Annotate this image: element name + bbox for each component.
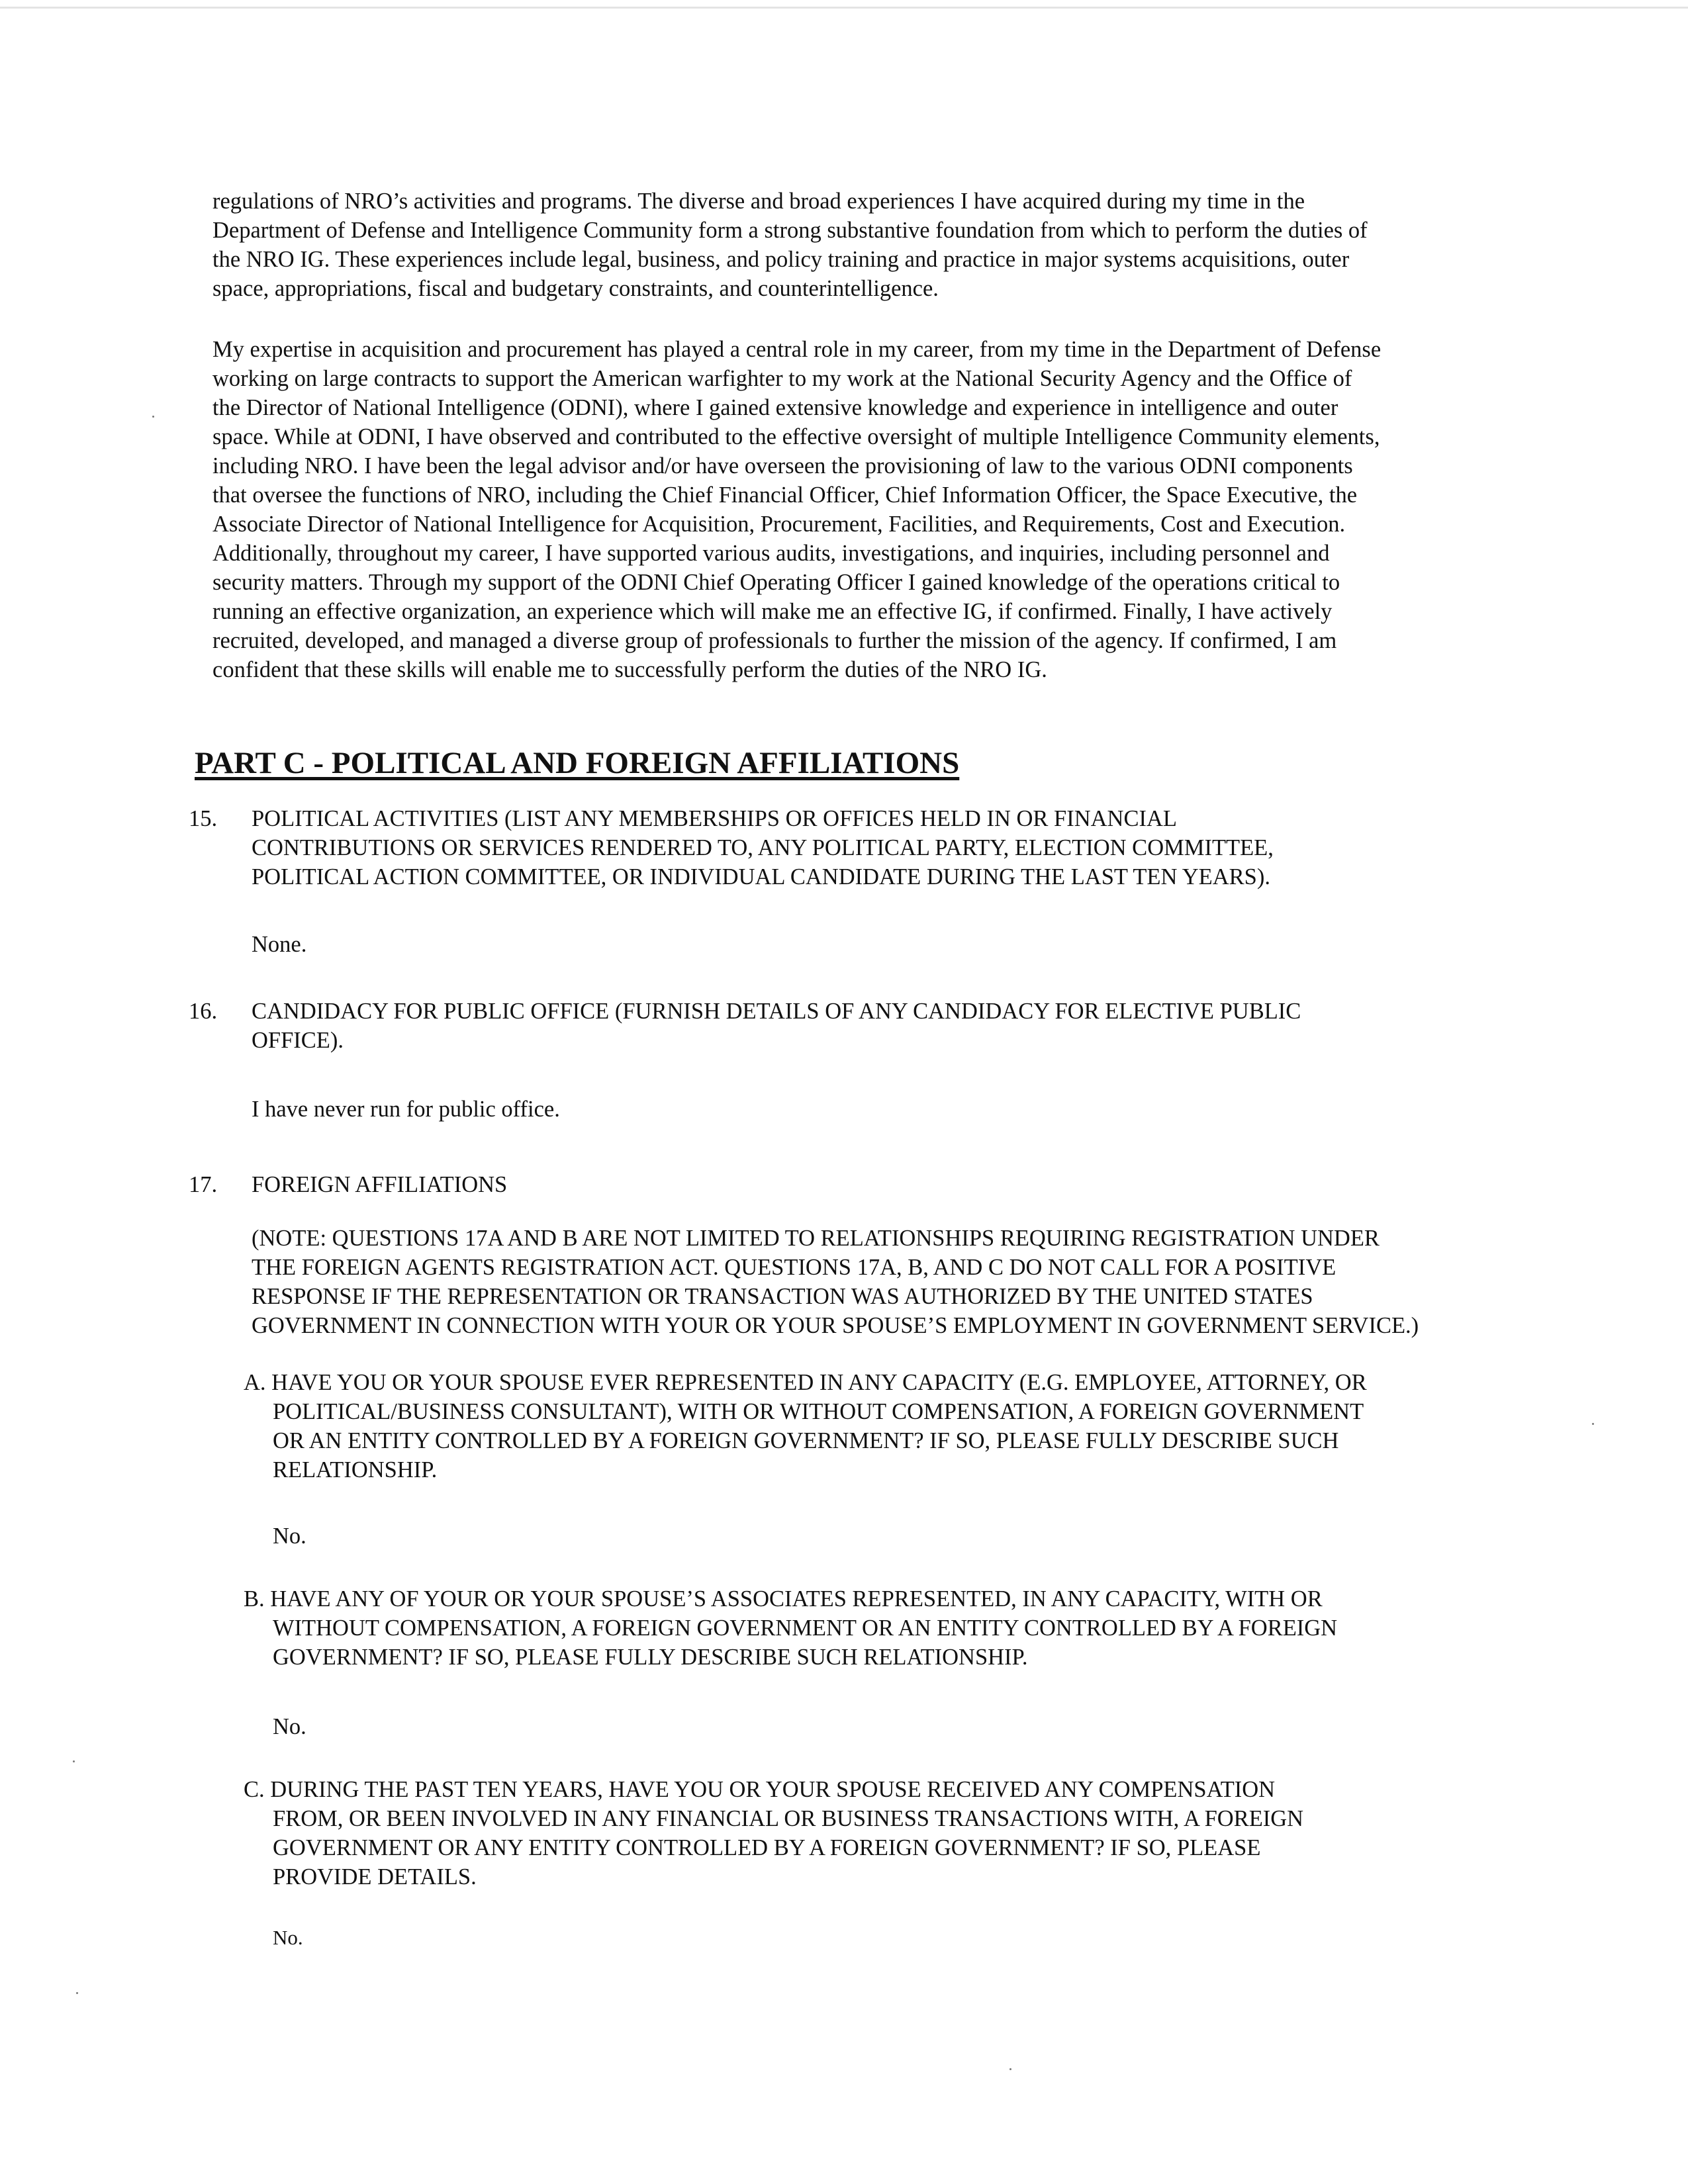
question-17-title: FOREIGN AFFILIATIONS: [252, 1172, 508, 1197]
text-line: POLITICAL ACTIVITIES (LIST ANY MEMBERSHIPS OR OFFICES HELD IN OR FINANCIAL: [252, 806, 1177, 831]
text-line: the Director of National Intelligence (ODNI), where I gained extensive knowledge and experience in intelligence and outer: [212, 395, 1338, 420]
paragraph-acquisition-expertise: [212, 335, 1381, 684]
answer-16: I have never run for public office.: [252, 1097, 560, 1122]
text-line: A. HAVE YOU OR YOUR SPOUSE EVER REPRESENTED IN ANY CAPACITY (E.G. EMPLOYEE, ATTORNEY, OR: [244, 1370, 1367, 1395]
section-heading: PART C - POLITICAL AND FOREIGN AFFILIATIONS: [195, 746, 960, 780]
question-number: 17.: [189, 1172, 218, 1197]
text-line: (NOTE: QUESTIONS 17A AND B ARE NOT LIMITED TO RELATIONSHIPS REQUIRING REGISTRATION UNDER: [252, 1226, 1380, 1251]
text-line: POLITICAL/BUSINESS CONSULTANT), WITH OR WITHOUT COMPENSATION, A FOREIGN GOVERNMENT: [273, 1399, 1364, 1424]
text-line: PROVIDE DETAILS.: [273, 1864, 477, 1889]
text-line: GOVERNMENT IN CONNECTION WITH YOUR OR YOUR SPOUSE’S EMPLOYMENT IN GOVERNMENT SERVICE.): [252, 1313, 1419, 1338]
text-line: OFFICE).: [252, 1028, 344, 1053]
text-line: CANDIDACY FOR PUBLIC OFFICE (FURNISH DETAILS OF ANY CANDIDACY FOR ELECTIVE PUBLIC: [252, 999, 1301, 1024]
text-line: including NRO. I have been the legal advisor and/or have overseen the provisioning of law to the various ODNI components: [212, 453, 1353, 478]
text-line: regulations of NRO’s activities and programs. The diverse and broad experiences I have acquired during my time in the: [212, 189, 1305, 214]
text-line: working on large contracts to support the American warfighter to my work at the National Security Agency and the Office of: [212, 366, 1352, 391]
question-17c: [244, 1775, 1303, 1891]
text-line: POLITICAL ACTION COMMITTEE, OR INDIVIDUAL CANDIDATE DURING THE LAST TEN YEARS).: [252, 864, 1270, 889]
text-line: Department of Defense and Intelligence Community form a strong substantive foundation from which to perform the duties of: [212, 218, 1368, 243]
scan-speck: [1009, 2068, 1011, 2070]
text-line: THE FOREIGN AGENTS REGISTRATION ACT. QUESTIONS 17A, B, AND C DO NOT CALL FOR A POSITIVE: [252, 1255, 1336, 1280]
scan-speck: [76, 1992, 78, 1994]
question-17-note: [252, 1224, 1419, 1340]
text-line: running an effective organization, an experience which will make me an effective IG, if confirmed. Finally, I have actively: [212, 599, 1333, 624]
text-line: that oversee the functions of NRO, including the Chief Financial Officer, Chief Information Officer, the Space Executive, the: [212, 482, 1358, 508]
question-number: 15.: [189, 806, 218, 831]
question-17a: [244, 1368, 1367, 1484]
scan-speck: [73, 1760, 75, 1762]
answer-17b: No.: [273, 1714, 306, 1739]
scan-edge-line: [0, 7, 1688, 9]
text-line: the NRO IG. These experiences include legal, business, and policy training and practice in major systems acquisitions, outer: [212, 247, 1350, 272]
text-line: RELATIONSHIP.: [273, 1457, 438, 1482]
scan-speck: [152, 416, 154, 418]
text-line: space. While at ODNI, I have observed and contributed to the effective oversight of multiple Intelligence Community elements,: [212, 424, 1380, 449]
text-line: B. HAVE ANY OF YOUR OR YOUR SPOUSE’S ASSOCIATES REPRESENTED, IN ANY CAPACITY, WITH OR: [244, 1586, 1323, 1612]
text-line: confident that these skills will enable me to successfully perform the duties of the NRO IG.: [212, 657, 1047, 682]
text-line: WITHOUT COMPENSATION, A FOREIGN GOVERNMENT OR AN ENTITY CONTROLLED BY A FOREIGN: [273, 1615, 1338, 1641]
answer-17a: No.: [273, 1524, 306, 1549]
text-line: FROM, OR BEEN INVOLVED IN ANY FINANCIAL OR BUSINESS TRANSACTIONS WITH, A FOREIGN: [273, 1806, 1304, 1831]
text-line: RESPONSE IF THE REPRESENTATION OR TRANSACTION WAS AUTHORIZED BY THE UNITED STATES: [252, 1284, 1313, 1309]
text-line: CONTRIBUTIONS OR SERVICES RENDERED TO, ANY POLITICAL PARTY, ELECTION COMMITTEE,: [252, 835, 1274, 860]
answer-15: None.: [252, 932, 307, 957]
text-line: space, appropriations, fiscal and budgetary constraints, and counterintelligence.: [212, 276, 939, 301]
question-16: [252, 997, 1301, 1055]
paragraph-experience-summary: [212, 187, 1368, 303]
text-line: recruited, developed, and managed a diverse group of professionals to further the mission of the agency. If confirmed, I am: [212, 628, 1337, 653]
question-15: [252, 804, 1274, 891]
question-17b: [244, 1584, 1337, 1672]
text-line: Associate Director of National Intelligence for Acquisition, Procurement, Facilities, and Requirements, Cost and Execution.: [212, 512, 1346, 537]
text-line: GOVERNMENT OR ANY ENTITY CONTROLLED BY A FOREIGN GOVERNMENT? IF SO, PLEASE: [273, 1835, 1261, 1860]
scan-speck: [1592, 1423, 1594, 1425]
text-line: OR AN ENTITY CONTROLLED BY A FOREIGN GOVERNMENT? IF SO, PLEASE FULLY DESCRIBE SUCH: [273, 1428, 1339, 1453]
text-line: security matters. Through my support of the ODNI Chief Operating Officer I gained knowledge of the operations critical to: [212, 570, 1340, 595]
text-line: My expertise in acquisition and procurement has played a central role in my career, from my time in the Department of Defense: [212, 337, 1382, 362]
text-line: C. DURING THE PAST TEN YEARS, HAVE YOU OR YOUR SPOUSE RECEIVED ANY COMPENSATION: [244, 1777, 1276, 1802]
answer-17c: No.: [273, 1926, 303, 1949]
question-number: 16.: [189, 999, 218, 1024]
text-line: GOVERNMENT? IF SO, PLEASE FULLY DESCRIBE SUCH RELATIONSHIP.: [273, 1645, 1028, 1670]
text-line: Additionally, throughout my career, I have supported various audits, investigations, and inquiries, including personnel and: [212, 541, 1330, 566]
